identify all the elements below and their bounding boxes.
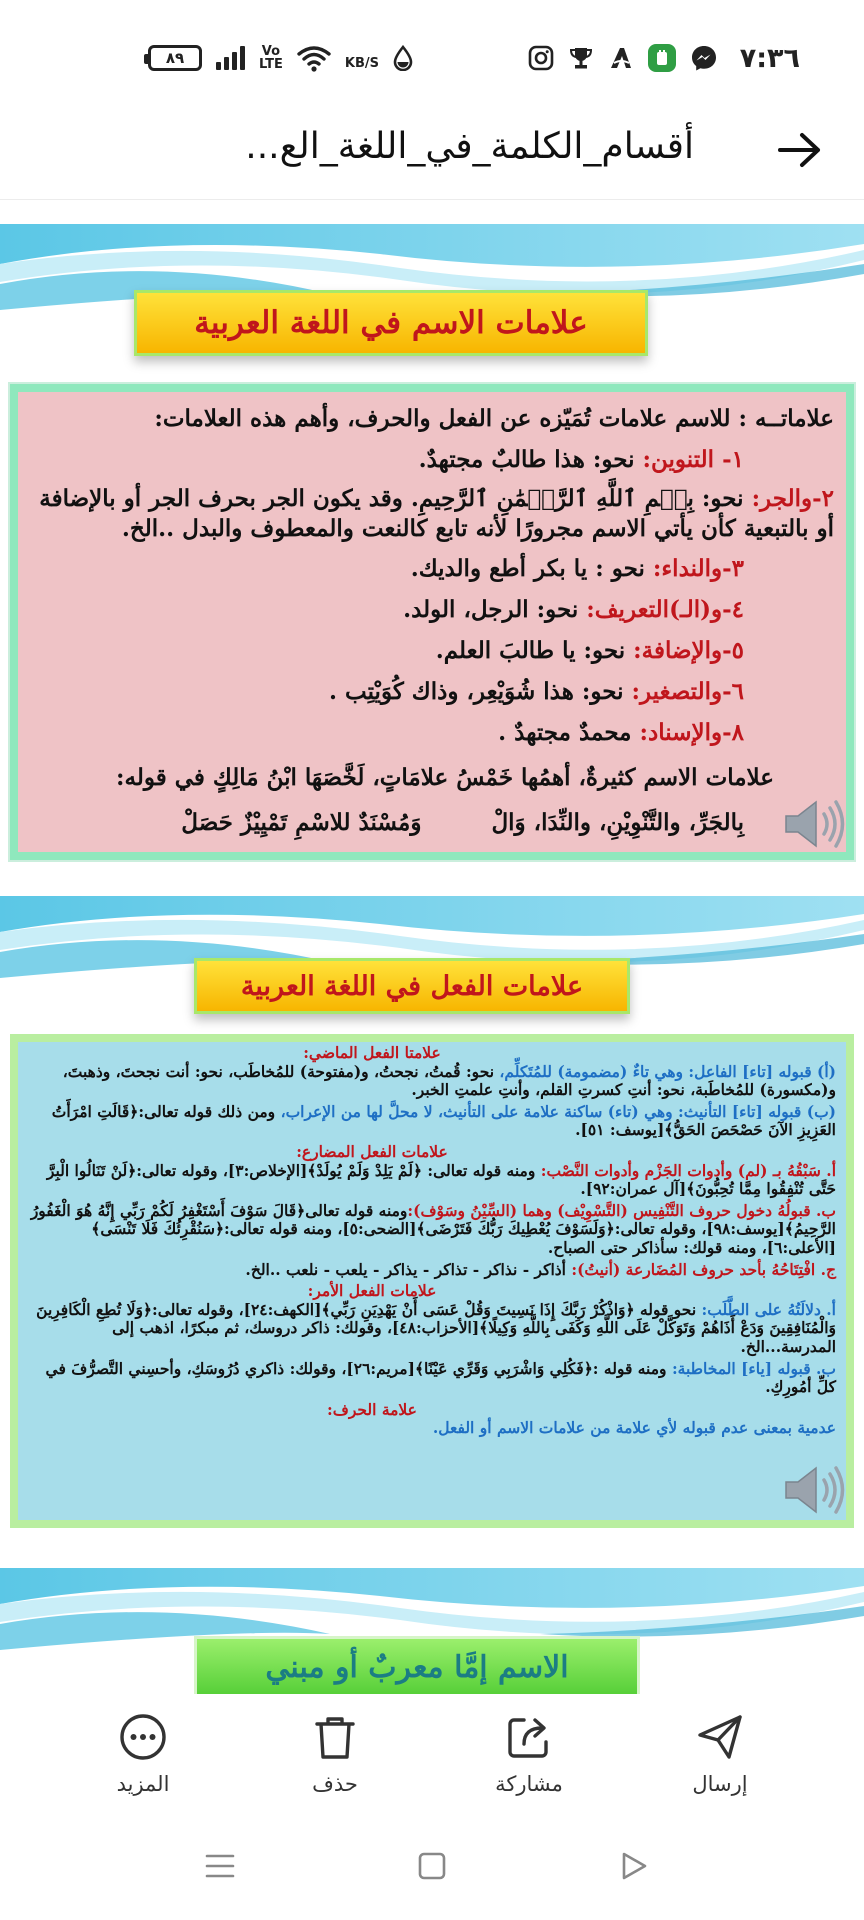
app-icon bbox=[648, 44, 676, 72]
nav-menu-button[interactable] bbox=[200, 1846, 240, 1886]
list-item bbox=[30, 671, 834, 712]
status-left bbox=[148, 38, 413, 78]
item-label: (أ) قبوله [تاء] الفاعل: وهي تاءٌ (مضمومة) للمُتَكلِّم، bbox=[499, 1061, 836, 1081]
list-item: عدمية بمعنى عدم قبوله لأي علامة من علامات الاسم أو الفعل. bbox=[432, 1418, 836, 1438]
instagram-icon bbox=[528, 45, 554, 71]
item-label: ب. قبولُهُ دخول حروف التَّنْفِيس (التَّسْوِيْف) وهما (السِّيْنُ وسَوْف): bbox=[407, 1200, 836, 1220]
item-text: نحو: بِسۡمِ ٱللَّهِ ٱلرَّحۡمَٰنِ ٱلرَّحِيمِ. وقد يكون الجر بحرف الجر أو بالإضافة أو بالتبعية كأن يأتي الاسم مجرورًا لأنه تابع كالنعت والمعطوف والبدل ..الخ. bbox=[39, 485, 834, 542]
item-text: نحو: قُمتُ، نجحتُ، و(مفتوحة) للمُخاطَب، نحو: أنت نجحتَ، وذهبتَ، و(مكسورة) للمُخاطَبة، نحو: أنتِ كسرتِ القلم، وأنتِ علمتِ الخبر. bbox=[62, 1061, 836, 1100]
list-item bbox=[28, 1202, 836, 1258]
section-heading: علامات الفعل الأمر: bbox=[307, 1281, 437, 1301]
slide-declension bbox=[0, 1568, 864, 1694]
battery-icon bbox=[148, 45, 202, 71]
list-item bbox=[30, 712, 834, 753]
verse-line bbox=[30, 802, 834, 843]
list-item bbox=[30, 480, 834, 548]
summary-line: علامات الاسم كثيرةٌ، أهمُها خَمْسُ علامَاتٍ، لَخَّصَهَا ابْنُ مَالِكٍ في قوله: bbox=[116, 764, 774, 791]
item-label: ٢-والجر: bbox=[751, 485, 834, 512]
intro-line bbox=[30, 398, 834, 439]
arrow-right-icon bbox=[778, 132, 822, 168]
item-text: نحو: الرجل، الولد. bbox=[403, 596, 587, 623]
item-label: ٤-و(الـ)التعريف: bbox=[586, 596, 744, 623]
list-item bbox=[30, 548, 834, 589]
clock: ٧:٣٦ bbox=[739, 42, 800, 74]
slide-title: الاسم إمَّا معربٌ أو مبني bbox=[265, 1649, 569, 1685]
list-item bbox=[28, 1360, 836, 1397]
page-title: أقسام_الكلمة_في_اللغة_الع... bbox=[245, 126, 694, 167]
intro-label: علاماتــه : bbox=[738, 405, 834, 432]
status-bar bbox=[0, 0, 864, 100]
section-heading: علامة الحرف: bbox=[327, 1399, 417, 1419]
item-text: نحو: هذا شُوَيْعِر، وذاك كُوَيْتِب . bbox=[329, 678, 632, 705]
item-label: ٣-والنداء: bbox=[652, 555, 744, 582]
delete-button[interactable] bbox=[260, 1712, 410, 1796]
share-button[interactable] bbox=[454, 1712, 604, 1796]
item-text: محمدٌ مجتهدٌ . bbox=[498, 719, 640, 746]
send-button[interactable] bbox=[645, 1712, 795, 1796]
verse-second: وَمُسْنَدٌ للاسْمِ تَمْيِيْزٌ حَصَلْ bbox=[181, 809, 422, 836]
slide-title: علامات الاسم في اللغة العربية bbox=[194, 305, 588, 341]
item-label: ١- التنوين: bbox=[642, 446, 744, 473]
trophy-icon bbox=[568, 45, 594, 71]
nav-home-button[interactable] bbox=[412, 1846, 452, 1886]
item-text: ومن ذلك قوله تعالى:﴿قَالَتِ امْرَأَتُ العَزِيزِ الآنَ حَصْحَصَ الحَقُّ﴾[يوسف: ٥١]. bbox=[51, 1101, 836, 1140]
send-label: إرسال bbox=[692, 1772, 748, 1796]
item-text: أذاكر - نذاكر - تذاكر - يذاكر - يلعب - نلعب ..الخ. bbox=[245, 1259, 572, 1279]
item-label: أ. سَبْقُهُ بـ (لم) وأدوات الجَزْم وأدوات النَّصْب: bbox=[540, 1160, 836, 1180]
section-heading: علامات الفعل المضارع: bbox=[296, 1141, 448, 1161]
nav-back-button[interactable] bbox=[614, 1846, 654, 1886]
navigation-bar bbox=[0, 1814, 864, 1920]
verb-signs-textbox bbox=[10, 1034, 854, 1528]
status-right bbox=[528, 38, 800, 78]
item-label: (ب) قبوله [تاء] التأنيث: وهي (تاء) ساكنة علامة على التأنيث، لا محلَّ لها من الإعراب، bbox=[280, 1101, 836, 1121]
item-text: نحو: يا طالبَ العلم. bbox=[435, 637, 634, 664]
item-label: ب. قبوله [ياء] المخاطبة: bbox=[671, 1358, 836, 1378]
section-heading: علامتا الفعل الماضي: bbox=[303, 1043, 441, 1062]
list-item bbox=[28, 1162, 836, 1199]
slide-title: علامات الفعل في اللغة العربية bbox=[240, 970, 584, 1002]
messenger-icon bbox=[690, 44, 718, 72]
item-text: ومنه قوله تعالى: ﴿لَمْ يَلِدْ وَلَمْ يُولَدْ﴾[الإخلاص:٣]، وقوله تعالى:﴿لَنْ تَنَالُوا الْبِرَّ حَتَّى تُنْفِقُوا مِمَّا تُحِبُّونَ﴾[آل عمران:٩٢]. bbox=[46, 1160, 836, 1199]
noun-signs-textbox bbox=[10, 384, 854, 860]
delete-label: حذف bbox=[312, 1772, 358, 1796]
network-speed: KB/S bbox=[344, 56, 379, 71]
wifi-icon bbox=[297, 44, 331, 72]
list-item bbox=[28, 1261, 836, 1280]
more-label: المزيد bbox=[116, 1772, 170, 1796]
speaker-icon[interactable] bbox=[782, 1462, 846, 1518]
item-label: ج. افْتِتَاحُهُ بأحد حروف المُضَارعة (أنيتُ): bbox=[571, 1259, 836, 1279]
signal-icon bbox=[216, 46, 245, 70]
more-icon bbox=[118, 1712, 168, 1762]
back-button[interactable] bbox=[772, 122, 828, 178]
action-bar bbox=[0, 1694, 864, 1814]
reader-icon bbox=[608, 45, 634, 71]
header bbox=[0, 100, 864, 200]
menu-icon bbox=[205, 1852, 235, 1880]
item-text: ومنه قوله تعالى﴿قَالَ سَوْفَ أَسْتَغْفِرُ لَكُمْ رَبِّي إِنَّهُ هُوَ الْغَفُورُ الرَّحِيمُ﴾[يوسف:٩٨]، وقوله تعالى:﴿وَلَسَوْفَ يُعْطِيكَ رَبُّكَ فَتَرْضَى﴾[الضحى:٥]، ومنه قوله تعالى:﴿سَنُقْرِئُكَ فَلَا تَنْسَى﴾[الأعلى:٦]، ومنه قولك: سأذاكر حتى الصباح. bbox=[30, 1200, 836, 1257]
item-label: ٥-والإضافة: bbox=[633, 637, 744, 664]
home-square-icon bbox=[417, 1851, 447, 1881]
share-icon bbox=[504, 1712, 554, 1762]
item-text: نحو : يا بكر أطع والديك. bbox=[410, 555, 653, 582]
slide-title-banner bbox=[134, 290, 648, 356]
slide-title-banner bbox=[194, 1636, 640, 1694]
list-item bbox=[30, 439, 834, 480]
battery-level: ٨٩ bbox=[165, 49, 185, 67]
trash-icon bbox=[310, 1712, 360, 1762]
send-icon bbox=[695, 1712, 745, 1762]
slide-noun-signs bbox=[0, 224, 864, 874]
list-item bbox=[30, 630, 834, 671]
slide-verb-signs bbox=[0, 896, 864, 1538]
more-button[interactable] bbox=[68, 1712, 218, 1796]
list-item bbox=[28, 1063, 836, 1100]
item-text: نحو: هذا طالبٌ مجتهدٌ. bbox=[418, 446, 643, 473]
item-text: نحو قوله ﴿وَاذْكُرْ رَبَّكَ إِذَا نَسِيتَ وَقُلْ عَسَى أَنْ يَهْدِيَنِ رَبِّي﴾[الكهف:٢٤]، وقوله تعالى:﴿وَلَا تُطِعِ الْكَافِرِينَ وَالْمُنَافِقِينَ وَدَعْ أَذَاهُمْ وَتَوَكَّلْ عَلَى اللَّهِ وَكَفَى بِاللَّهِ وَكِيلًا﴾[الأحزاب:٤٨]، وقولك: ذاكر دروسك، ثم مبكرًا، اذهب إلى المدرسة...الخ. bbox=[36, 1299, 836, 1356]
item-text: ومنه قوله :﴿فَكُلِي وَاشْرَبِي وَقَرِّي عَيْنًا﴾[مريم:٢٦]، وقولك: ذاكري دُرُوسَكِ، وأحسِني التَّصرُّفَ في كلِّ أمُورِكِ. bbox=[45, 1358, 836, 1397]
volte-icon: Vo LTE bbox=[259, 44, 283, 72]
speaker-icon[interactable] bbox=[782, 796, 846, 852]
share-label: مشاركة bbox=[495, 1772, 563, 1796]
data-saver-icon bbox=[393, 45, 413, 71]
item-label: أ. دلالَتُهُ على الطَّلَب: bbox=[701, 1299, 836, 1319]
slide-title-banner bbox=[194, 958, 630, 1014]
list-item bbox=[28, 1301, 836, 1357]
list-item bbox=[28, 1103, 836, 1140]
item-label: ٨-والإسناد: bbox=[639, 719, 744, 746]
triangle-back-icon bbox=[619, 1851, 649, 1881]
verse-first: بِالجَرِّ، والتَّنْوِيْنِ، والنِّدَا، وَالْ bbox=[491, 809, 744, 836]
intro-text: للاسم علامات تُمَيّزه عن الفعل والحرف، وأهم هذه العلامات: bbox=[154, 405, 739, 432]
item-label: ٦-والتصغير: bbox=[631, 678, 744, 705]
list-item bbox=[30, 589, 834, 630]
